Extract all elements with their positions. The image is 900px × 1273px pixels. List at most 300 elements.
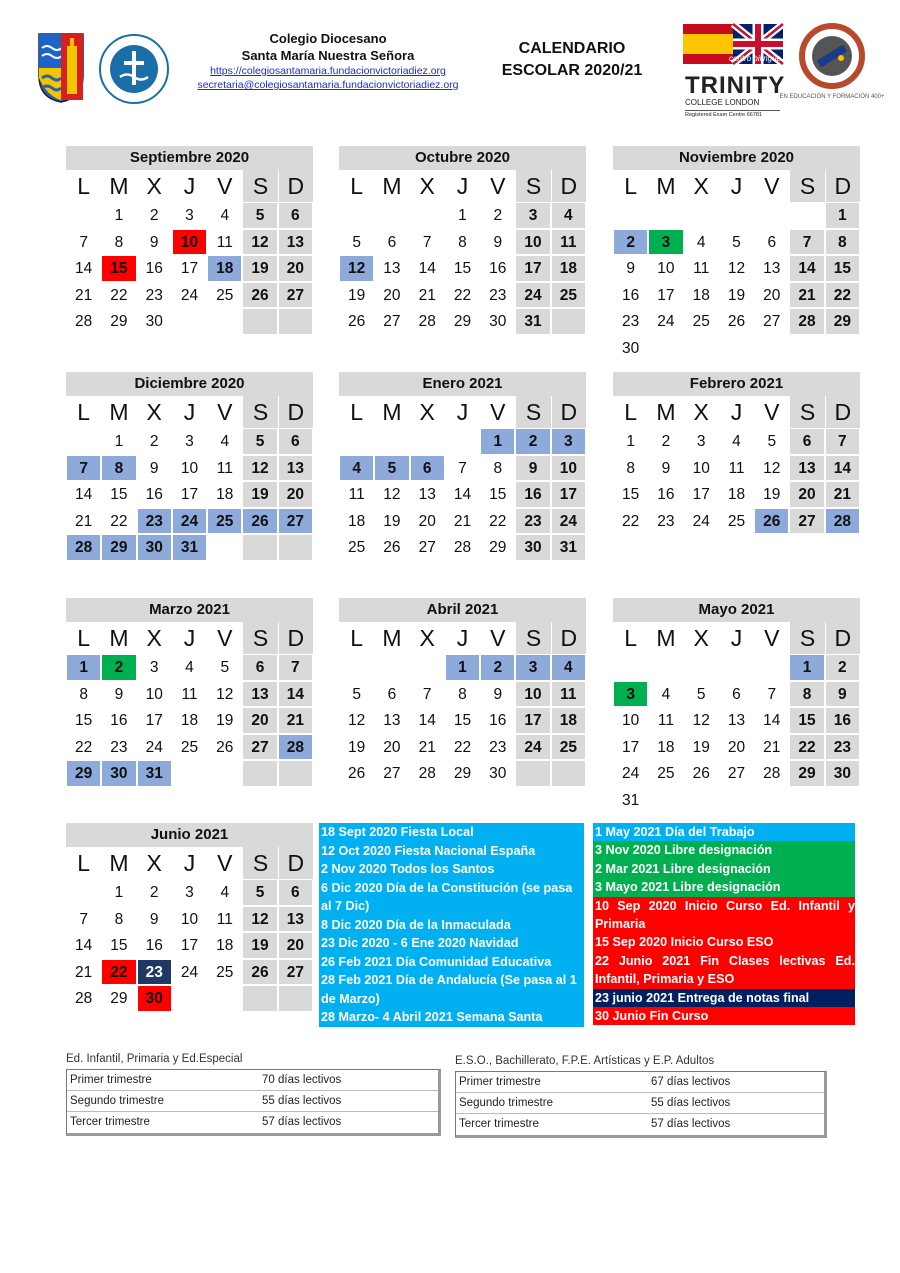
title-line1: CALENDARIO [518, 40, 626, 57]
legend-item: 3 Mayo 2021 Libre designación [593, 878, 855, 896]
calendar-day: 28 [410, 760, 445, 787]
week-row [613, 335, 860, 362]
calendar-day: 1 [613, 428, 648, 455]
calendar-day: 19 [754, 481, 789, 508]
month-header: Diciembre 2020 [66, 372, 313, 396]
weekday-label: S [515, 396, 550, 428]
weekday-label: X [146, 173, 162, 199]
calendar-day: 18 [207, 932, 242, 959]
calendar-day: 27 [374, 760, 409, 787]
calendar-empty-cell [825, 335, 860, 362]
weekday-label: J [183, 625, 196, 651]
calendar-day: 12 [207, 681, 242, 708]
calendar-day: 14 [278, 681, 313, 708]
calendar-day: 4 [172, 654, 207, 681]
week-row [339, 428, 586, 455]
calendar-day: 21 [66, 959, 101, 986]
calendar-day: 26 [242, 508, 277, 535]
calendar-day: 20 [242, 707, 277, 734]
calendar-day: 4 [339, 455, 374, 482]
calendar-day: 6 [374, 229, 409, 256]
email-link[interactable]: secretaria@colegiosantamaria.fundacionvictoriadiez.org [197, 79, 459, 91]
calendar-day: 18 [684, 282, 719, 309]
calendar-day: 10 [684, 455, 719, 482]
weekday-label: X [693, 173, 709, 199]
calendar-day: 12 [339, 255, 374, 282]
calendar-day: 15 [101, 255, 136, 282]
weekday-label: M [109, 173, 129, 199]
calendar-empty-cell [242, 760, 277, 787]
weekday-label: D [551, 622, 586, 654]
table-row [67, 1112, 438, 1133]
calendar-day: 16 [137, 481, 172, 508]
calendar-day: 3 [515, 202, 550, 229]
trinity-name: TRINITY [685, 72, 786, 99]
calendar-day: 25 [207, 508, 242, 535]
calendar-day: 8 [445, 229, 480, 256]
week-row [613, 654, 860, 681]
weekday-label: D [278, 396, 313, 428]
calendar-day: 3 [648, 229, 683, 256]
calendar-day: 3 [684, 428, 719, 455]
month-header: Mayo 2021 [613, 598, 860, 622]
calendar-day: 18 [648, 734, 683, 761]
weekday-label: M [109, 625, 129, 651]
month-header: Junio 2021 [66, 823, 313, 847]
week-row [66, 455, 313, 482]
calendar-day: 7 [66, 229, 101, 256]
calendar-day: 27 [754, 308, 789, 335]
calendar-day: 25 [719, 508, 754, 535]
calendar-day: 6 [789, 428, 824, 455]
calendar-day: 8 [101, 455, 136, 482]
weekday-label: L [350, 173, 364, 199]
weekday-label: V [764, 625, 780, 651]
calendar-day: 16 [515, 481, 550, 508]
legend-item: 18 Sept 2020 Fiesta Local [321, 825, 474, 839]
calendar-day: 30 [480, 760, 515, 787]
calendar-day: 8 [66, 681, 101, 708]
calendar-day: 21 [754, 734, 789, 761]
weekday-label: L [77, 625, 91, 651]
calendar-day: 27 [242, 734, 277, 761]
calendar-day: 23 [137, 282, 172, 309]
month-header: Enero 2021 [339, 372, 586, 396]
calendar-day: 22 [66, 734, 101, 761]
calendar-day: 1 [825, 202, 860, 229]
calendar-empty-cell [754, 202, 789, 229]
calendar-day: 30 [825, 760, 860, 787]
calendar-day: 18 [551, 255, 586, 282]
week-row [66, 734, 313, 761]
calendar-day: 15 [825, 255, 860, 282]
foundation-seal-logo [98, 33, 170, 105]
calendar-day: 26 [374, 534, 409, 561]
calendar-day: 10 [137, 681, 172, 708]
calendar-day: 25 [207, 959, 242, 986]
term-name: Tercer trimestre [70, 1116, 150, 1128]
calendar-day: 12 [242, 229, 277, 256]
calendar-day: 24 [515, 734, 550, 761]
calendar-empty-cell [825, 787, 860, 814]
calendar-empty-cell [410, 654, 445, 681]
calendar-day: 14 [754, 707, 789, 734]
calendar-empty-cell [374, 202, 409, 229]
calendar-day: 20 [789, 481, 824, 508]
weekday-label: D [825, 396, 860, 428]
calendar-empty-cell [684, 787, 719, 814]
calendar-day: 27 [278, 508, 313, 535]
school-name-line1: Colegio Diocesano [269, 31, 387, 46]
calendar-empty-cell [754, 654, 789, 681]
trinity-centre: Registered Exam Centre 66781 [685, 110, 780, 120]
calendar-empty-cell [242, 308, 277, 335]
weekday-label: M [656, 399, 676, 425]
calendar-day: 16 [101, 707, 136, 734]
calendar-day: 17 [172, 481, 207, 508]
calendar-day: 3 [551, 428, 586, 455]
calendar-day: 17 [684, 481, 719, 508]
legend-item: 22 Junio 2021 Fin Clases lectivas Ed. Infantil, Primaria y ESO [593, 952, 855, 989]
calendar-day: 17 [172, 255, 207, 282]
weekday-label: S [789, 622, 824, 654]
weekday-label: L [77, 173, 91, 199]
calendar-day: 7 [754, 681, 789, 708]
calendar-empty-cell [613, 654, 648, 681]
weekday-label: V [490, 173, 506, 199]
term-name: Segundo trimestre [459, 1097, 553, 1109]
weekday-label: J [456, 625, 469, 651]
week-row [613, 428, 860, 455]
legend-item: 28 Feb 2021 Día de Andalucía (Se pasa al 1 de Marzo) [321, 973, 577, 1006]
calendar-day: 2 [825, 654, 860, 681]
calendar-day: 17 [515, 707, 550, 734]
month-header: Marzo 2021 [66, 598, 313, 622]
calendar-day: 11 [207, 906, 242, 933]
bilingual-flag-logo [683, 24, 783, 64]
week-row [66, 534, 313, 561]
week-row [66, 481, 313, 508]
calendar-empty-cell [242, 534, 277, 561]
calendar-day: 2 [480, 202, 515, 229]
weekday-label: M [656, 173, 676, 199]
month-april-2021 [339, 598, 586, 787]
website-link[interactable]: https://colegiosantamaria.fundacionvictoriadiez.org [210, 65, 446, 77]
calendar-day: 20 [754, 282, 789, 309]
weekday-label: J [183, 850, 196, 876]
calendar-empty-cell [172, 308, 207, 335]
week-row [339, 229, 586, 256]
calendar-day: 29 [101, 308, 136, 335]
calendar-day: 29 [66, 760, 101, 787]
calendar-day: 8 [445, 681, 480, 708]
calendar-day: 13 [789, 455, 824, 482]
week-row [339, 681, 586, 708]
calendar-day: 9 [480, 681, 515, 708]
calendar-day: 12 [339, 707, 374, 734]
calendar-day: 5 [242, 428, 277, 455]
calendar-day: 5 [207, 654, 242, 681]
calendar-day: 1 [101, 202, 136, 229]
table-row [456, 1114, 824, 1135]
calendar-day: 26 [719, 308, 754, 335]
calendar-empty-cell [410, 428, 445, 455]
calendar-day: 1 [101, 428, 136, 455]
calendar-day: 25 [339, 534, 374, 561]
term-days: 67 días lectivos [651, 1076, 731, 1088]
calendar-empty-cell [719, 202, 754, 229]
calendar-day: 22 [101, 959, 136, 986]
calendar-day: 13 [278, 906, 313, 933]
calendar-day: 13 [719, 707, 754, 734]
month-header: Septiembre 2020 [66, 146, 313, 170]
calendar-day: 16 [480, 707, 515, 734]
calendar-empty-cell [551, 308, 586, 335]
legend-item: 6 Dic 2020 Día de la Constitución (se pasa al 7 Dic) [321, 880, 573, 913]
calendar-empty-cell [242, 985, 277, 1012]
calendar-empty-cell [684, 202, 719, 229]
week-row [613, 760, 860, 787]
calendar-day: 2 [137, 428, 172, 455]
weekday-label: S [789, 396, 824, 428]
calendar-day: 11 [207, 229, 242, 256]
calendar-empty-cell [339, 428, 374, 455]
calendar-day: 1 [789, 654, 824, 681]
calendar-day: 27 [374, 308, 409, 335]
calendar-day: 13 [242, 681, 277, 708]
calendar-day: 26 [339, 760, 374, 787]
legend-item: 15 Sep 2020 Inicio Curso ESO [593, 933, 855, 951]
calendar-day: 13 [278, 455, 313, 482]
calendar-day: 21 [825, 481, 860, 508]
calendar-day: 7 [445, 455, 480, 482]
calendar-day: 29 [825, 308, 860, 335]
calendar-empty-cell [613, 202, 648, 229]
calendar-day: 20 [278, 481, 313, 508]
week-row [613, 787, 860, 814]
calendar-day: 18 [207, 481, 242, 508]
calendar-day: 22 [825, 282, 860, 309]
calendar-day: 19 [719, 282, 754, 309]
trinity-subtitle: COLLEGE LONDON [685, 98, 760, 107]
weekday-label: S [242, 170, 277, 202]
weekday-label: J [456, 399, 469, 425]
calendar-day: 13 [754, 255, 789, 282]
calendar-day: 16 [613, 282, 648, 309]
weekday-label: J [456, 173, 469, 199]
weekday-label: L [624, 173, 638, 199]
weekday-label: V [217, 173, 233, 199]
calendar-day: 21 [789, 282, 824, 309]
calendar-day: 4 [648, 681, 683, 708]
month-october-2020 [339, 146, 586, 335]
week-row [613, 707, 860, 734]
calendar-day: 5 [754, 428, 789, 455]
calendar-day: 11 [719, 455, 754, 482]
weekday-label: J [183, 399, 196, 425]
calendar-day: 11 [648, 707, 683, 734]
calendar-day: 28 [789, 308, 824, 335]
calendar-day: 2 [137, 879, 172, 906]
week-row [66, 906, 313, 933]
calendar-day: 28 [66, 534, 101, 561]
calendar-day: 16 [480, 255, 515, 282]
calendar-empty-cell [789, 335, 824, 362]
legend-item: 12 Oct 2020 Fiesta Nacional España [321, 843, 536, 858]
calendar-day: 30 [515, 534, 550, 561]
calendar-empty-cell [789, 202, 824, 229]
school-name-line2: Santa María Nuestra Señora [241, 48, 415, 63]
week-row [339, 455, 586, 482]
week-row [66, 282, 313, 309]
calendar-day: 23 [515, 508, 550, 535]
week-row [613, 282, 860, 309]
calendar-day: 6 [719, 681, 754, 708]
calendar-day: 9 [613, 255, 648, 282]
calendar-day: 10 [515, 229, 550, 256]
calendar-day: 10 [172, 455, 207, 482]
calendar-day: 18 [172, 707, 207, 734]
calendar-day: 18 [551, 707, 586, 734]
week-row [613, 681, 860, 708]
calendar-day: 15 [101, 932, 136, 959]
calendar-day: 28 [66, 985, 101, 1012]
calendar-day: 21 [410, 734, 445, 761]
calendar-day: 24 [551, 508, 586, 535]
week-row [66, 508, 313, 535]
week-row [66, 959, 313, 986]
calendar-day: 7 [66, 906, 101, 933]
calendar-day: 16 [825, 707, 860, 734]
week-row [66, 654, 313, 681]
calendar-day: 19 [207, 707, 242, 734]
calendar-empty-cell [374, 428, 409, 455]
calendar-day: 22 [445, 734, 480, 761]
calendar-day: 12 [684, 707, 719, 734]
calendar-day: 9 [137, 229, 172, 256]
calendar-day: 7 [410, 681, 445, 708]
calendar-day: 19 [242, 932, 277, 959]
calendar-day: 25 [684, 308, 719, 335]
weekday-label: V [490, 399, 506, 425]
calendar-day: 10 [613, 707, 648, 734]
calendar-day: 1 [480, 428, 515, 455]
calendar-day: 9 [137, 455, 172, 482]
week-row [339, 282, 586, 309]
calendar-day: 25 [172, 734, 207, 761]
calendar-day: 12 [242, 455, 277, 482]
school-shield-logo [37, 32, 85, 104]
trinity-logo [685, 74, 785, 120]
week-row [66, 760, 313, 787]
calendar-day: 25 [551, 734, 586, 761]
term-name: Segundo trimestre [70, 1095, 164, 1107]
calendar-day: 20 [410, 508, 445, 535]
calendar-day: 7 [410, 229, 445, 256]
calendar-day: 29 [445, 760, 480, 787]
calendar-empty-cell [339, 654, 374, 681]
week-row [66, 707, 313, 734]
weekday-label: D [551, 170, 586, 202]
calendar-day: 15 [789, 707, 824, 734]
calendar-day: 17 [137, 707, 172, 734]
weekday-label: V [490, 625, 506, 651]
calendar-day: 26 [207, 734, 242, 761]
calendar-day: 28 [754, 760, 789, 787]
week-row [66, 428, 313, 455]
legend-item: 30 Junio Fin Curso [593, 1007, 855, 1025]
weekday-label: M [656, 625, 676, 651]
calendar-day: 29 [445, 308, 480, 335]
calendar-day: 24 [172, 508, 207, 535]
calendar-day: 13 [374, 707, 409, 734]
month-header: Abril 2021 [339, 598, 586, 622]
month-december-2020 [66, 372, 313, 561]
legend-item: 1 May 2021 Día del Trabajo [593, 823, 855, 841]
weekday-label: S [515, 170, 550, 202]
legend-item: 26 Feb 2021 Día Comunidad Educativa [321, 954, 552, 969]
weekday-label: L [624, 625, 638, 651]
calendar-day: 14 [66, 932, 101, 959]
week-row [339, 534, 586, 561]
calendar-day: 19 [242, 255, 277, 282]
calendar-day: 7 [278, 654, 313, 681]
calendar-day: 3 [137, 654, 172, 681]
calendar-day: 6 [278, 428, 313, 455]
calendar-day: 12 [754, 455, 789, 482]
calendar-day: 2 [515, 428, 550, 455]
week-row [339, 760, 586, 787]
calendar-day: 14 [789, 255, 824, 282]
calendar-day: 23 [613, 308, 648, 335]
month-november-2020 [613, 146, 860, 361]
calendar-day: 24 [613, 760, 648, 787]
calendar-day: 14 [825, 455, 860, 482]
calendar-day: 20 [278, 932, 313, 959]
calendar-day: 8 [825, 229, 860, 256]
calendar-day: 11 [339, 481, 374, 508]
calendar-day: 6 [278, 202, 313, 229]
calendar-day: 6 [374, 681, 409, 708]
calendar-empty-cell [172, 985, 207, 1012]
term-name: Primer trimestre [459, 1076, 541, 1088]
weekday-label: D [278, 170, 313, 202]
calendar-day: 2 [648, 428, 683, 455]
calendar-day: 3 [172, 879, 207, 906]
calendar-day: 9 [101, 681, 136, 708]
calendar-day: 24 [684, 508, 719, 535]
legend-item: 2 Nov 2020 Todos los Santos [321, 862, 495, 876]
calendar-day: 29 [101, 534, 136, 561]
week-row [339, 308, 586, 335]
calendar-day: 29 [789, 760, 824, 787]
calendar-day: 12 [719, 255, 754, 282]
calendar-day: 21 [278, 707, 313, 734]
month-header: Noviembre 2020 [613, 146, 860, 170]
calendar-day: 9 [825, 681, 860, 708]
calendar-empty-cell [66, 428, 101, 455]
calendar-day: 4 [207, 879, 242, 906]
legend-item: 23 junio 2021 Entrega de notas final [593, 989, 855, 1007]
calendar-day: 14 [66, 255, 101, 282]
calendar-day: 28 [410, 308, 445, 335]
calendar-day: 20 [374, 282, 409, 309]
calendar-day: 5 [242, 879, 277, 906]
calendar-empty-cell [648, 335, 683, 362]
calendar-day: 15 [613, 481, 648, 508]
calendar-day: 8 [789, 681, 824, 708]
calendar-day: 26 [684, 760, 719, 787]
